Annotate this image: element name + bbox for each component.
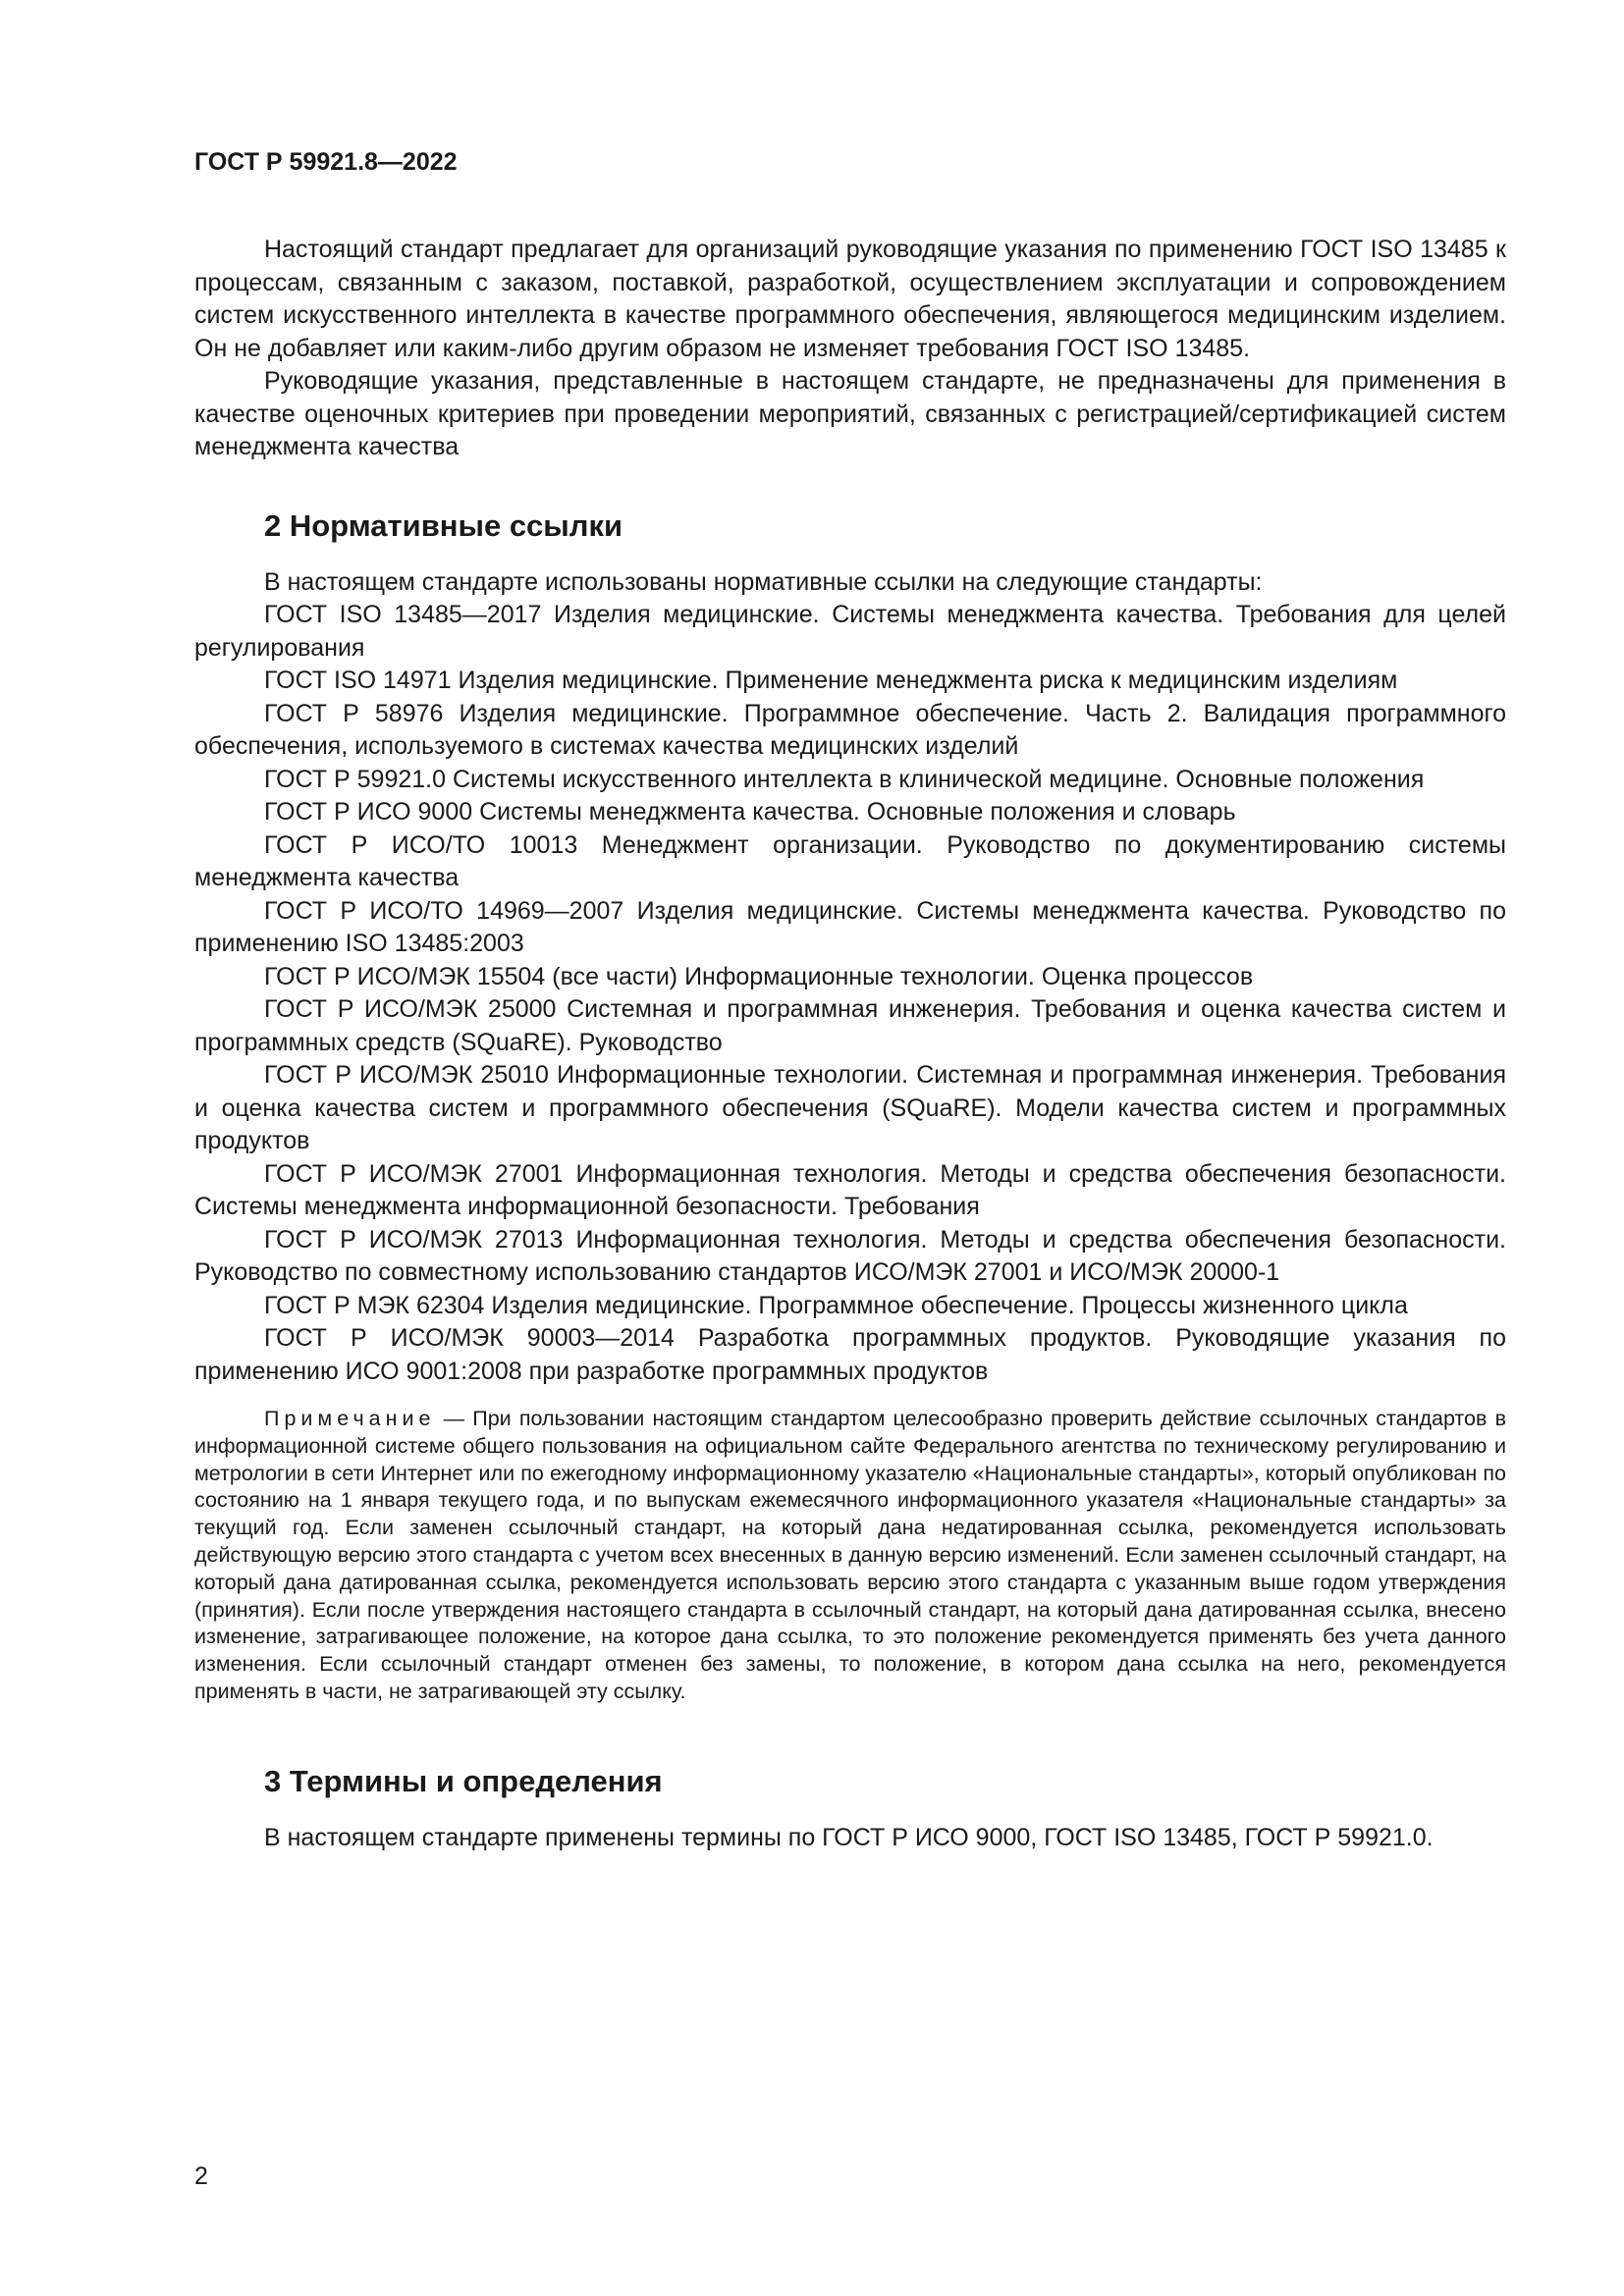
normative-reference: ГОСТ ISO 14971 Изделия медицинские. Применение менеджмента риска к медицинским изделиям [264,667,1398,694]
document-code-header: ГОСТ Р 59921.8—2022 [194,148,458,176]
normative-reference: ГОСТ Р ИСО/МЭК 25010 Информационные технологии. Системная и программная инженерия. Требования и оценка качества систем и программного обеспечения (SQuaRE). Модели качества систем и программных продуктов [194,1061,1506,1154]
note-label: Примечание [264,1407,436,1430]
normative-reference: ГОСТ Р ИСО/МЭК 27001 Информационная технология. Методы и средства обеспечения безопасности. Системы менеджмента информационной безопасности. Требования [194,1159,1506,1220]
normative-reference: ГОСТ Р ИСО/МЭК 25000 Системная и программная инженерия. Требования и оценка качества систем и программных средств (SQuaRE). Руководство [194,995,1506,1056]
intro-paragraph-1: Настоящий стандарт предлагает для организаций руководящие указания по применению ГОСТ ISO 13485 к процессам, связанным с заказом, поставкой, разработкой, осуществлением эксплуатации и сопровождением систем искусственного интеллекта в качестве программного обеспечения, являющегося медицинским изделием. Он не добавляет или каким-либо другим образом не изменяет требования ГОСТ ISO 13485. [194,236,1506,362]
normative-reference: ГОСТ Р ИСО 9000 Системы менеджмента качества. Основные положения и словарь [264,798,1236,826]
normative-reference: ГОСТ Р МЭК 62304 Изделия медицинские. Программное обеспечение. Процессы жизненного цикла [264,1291,1408,1319]
section-2-title: 2 Нормативные ссылки [264,507,623,543]
intro-paragraph-2: Руководящие указания, представленные в настоящем стандарте, не предназначены для применения в качестве оценочных критериев при проведении мероприятий, связанных с регистрацией/сертификацией систем менеджмента качества [194,367,1506,460]
section-2-lead: В настоящем стандарте использованы нормативные ссылки на следующие стандарты: [264,567,1263,596]
normative-reference: ГОСТ Р ИСО/МЭК 15504 (все части) Информационные технологии. Оценка процессов [264,962,1254,990]
page-number: 2 [194,2163,208,2190]
document-page [194,147,1506,1854]
section-3-title: 3 Термины и определения [264,1763,663,1798]
normative-reference: ГОСТ Р ИСО/МЭК 27013 Информационная технология. Методы и средства обеспечения безопасности. Руководство по совместному использованию стандартов ИСО/МЭК 27001 и ИСО/МЭК 20000-1 [194,1225,1506,1286]
normative-reference: ГОСТ ISO 13485—2017 Изделия медицинские. Системы менеджмента качества. Требования для целей регулирования [194,601,1506,662]
normative-reference: ГОСТ Р 58976 Изделия медицинские. Программное обеспечение. Часть 2. Валидация программного обеспечения, используемого в системах качества медицинских изделий [194,699,1506,760]
normative-reference: ГОСТ Р ИСО/ТО 14969—2007 Изделия медицинские. Системы менеджмента качества. Руководство по применению ISO 13485:2003 [194,896,1506,957]
normative-reference: ГОСТ Р 59921.0 Системы искусственного интеллекта в клинической медицине. Основные положения [264,765,1425,793]
normative-reference: ГОСТ Р ИСО/ТО 10013 Менеджмент организации. Руководство по документированию системы менеджмента качества [194,830,1506,891]
normative-reference: ГОСТ Р ИСО/МЭК 90003—2014 Разработка программных продуктов. Руководящие указания по применению ИСО 9001:2008 при разработке программных продуктов [194,1324,1506,1385]
section-2-note [194,1406,1506,1706]
section-3-text: В настоящем стандарте применены термины по ГОСТ Р ИСО 9000, ГОСТ ISO 13485, ГОСТ Р 59921.0. [264,1823,1434,1851]
note-text: — При пользовании настоящим стандартом целесообразно проверить действие ссылочных стандартов в информационной системе общего пользования на официальном сайте Федерального агентства по техническому регулированию и метрологии в сети Интернет или по ежегодному информационному указателю «Национальные стандарты», который опубликован по состоянию на 1 января текущего года, и по выпускам ежемесячного информационного указателя «Национальные стандарты» за текущий год. Если заменен ссылочный стандарт, на который дана недатированная ссылка, рекомендуется использовать действующую версию этого стандарта с учетом всех внесенных в данную версию изменений. Если заменен ссылочный стандарт, на который дана датированная ссылка, рекомендуется использовать версию этого стандарта с указанным выше годом утверждения (принятия). Если после утверждения настоящего стандарта в ссылочный стандарт, на который дана датированная ссылка, внесено изменение, затрагивающее положение, на которое дана ссылка, то это положение рекомендуется применять без учета данного изменения. Если ссылочный стандарт отменен без замены, то положение, в котором дана ссылка на него, рекомендуется применять в части, не затрагивающей эту ссылку. [194,1407,1506,1703]
